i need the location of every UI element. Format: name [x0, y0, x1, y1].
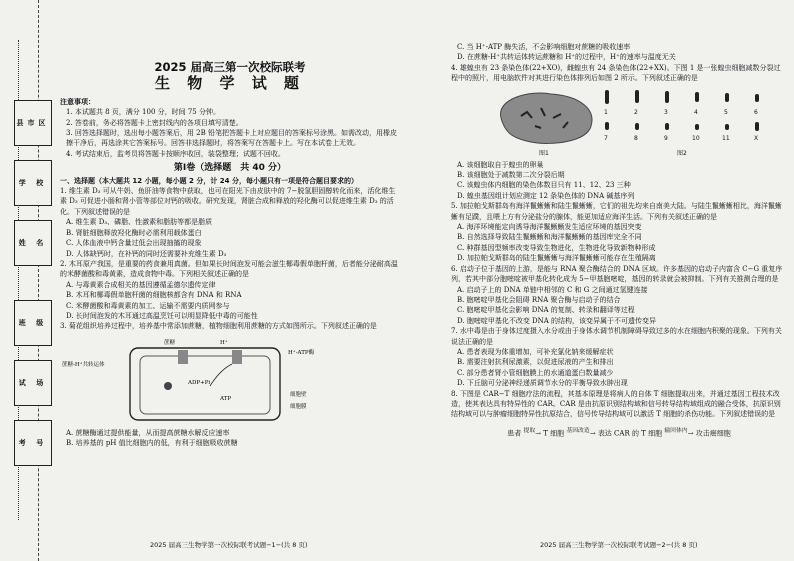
- notes-heading: 注意事项：: [60, 97, 95, 106]
- chromosome-number: 9: [664, 134, 668, 142]
- sucrose-transport-diagram: [60, 334, 400, 426]
- chromosome-mark: [755, 122, 759, 131]
- section-instruction: 一、选择题（本大题共 12 小题，每小题 2 分，计 24 分，每小题只有一项是符合题目要求的）: [60, 176, 358, 185]
- option: B. 自然选择导致陆生鬣蜥蜥和海洋鬣蜥蜥的基因库完全不同: [457, 233, 642, 242]
- car-t-flow: 患者 $^{提取}$→ T 细胞 $^{基因改造}$→ 表达 CAR 的 T 细胞 $^{输回体内}$→ 攻击癌细胞: [507, 427, 731, 438]
- figure-caption: 图1: [539, 149, 549, 157]
- label-adp: ADP+Pi: [188, 379, 211, 386]
- note-item: 2. 答卷前，务必将答题卡上密封线内的各项目填写清楚。: [66, 118, 243, 127]
- chromosome-mark: [755, 94, 759, 102]
- chromosome-mark: [665, 91, 669, 103]
- question-stem: 1. 维生素 D₃ 可从牛奶、鱼肝油等食物中获取，也可在阳光下由皮肤中的 7−脱氢胆固醇转化而来，活化维生素 D₃ 可促进小肠和肾小管等部位对钙的吸收。研究发现，肾脏合成和释放的羟化酶可以促进维生素 D₃ 的活化。下列叙述错误的是: [60, 187, 396, 216]
- flow-step: 表达 CAR 的 T 细胞: [597, 429, 663, 438]
- flow-step: 攻击癌细胞: [695, 429, 731, 438]
- option: D. 下丘脑可分泌神经递质调节水分的平衡导致水肿出现: [457, 379, 628, 388]
- chromosome-mark: [725, 124, 729, 130]
- chromosome-number: 2: [634, 108, 638, 116]
- karyotype: [591, 86, 781, 146]
- field-label: 试 场: [18, 379, 48, 387]
- option: C. 种群基因型频率改变导致生物进化，生物进化导致新物种形成: [457, 243, 656, 252]
- chromosome-number: 7: [604, 134, 608, 142]
- chromosome-number: 3: [664, 108, 668, 116]
- note-item: 4. 考试结束后，监考员将答题卡按顺序收回，装袋整理；试题不回收。: [66, 149, 285, 158]
- question-stem: 8. 下图是 CAR−T 细胞疗法的流程，其基本原理是将病人的自体 T 细胞提取出来，并通过基因工程技术改造，使其表达具有特异性的 CAR。CAR 是由抗原识别结构域和信号转导结构域组成的融合受体，抗原识别结构域可以与肿瘤细胞特异性抗原结合，信号传导结构域可以激活 T 细胞的杀伤功能。下列叙述错误的是: [451, 389, 781, 419]
- page-2-column: [451, 42, 787, 439]
- cotransporter-shape: [178, 350, 188, 364]
- option: B. 培养基的 pH 值比细胞内的低，有利于细胞吸收蔗糖: [66, 439, 238, 448]
- label-hplus: H⁺: [220, 339, 228, 346]
- option: A. 维生素 D₃、磷脂、性激素和脂肪等都是脂质: [66, 218, 213, 227]
- field-label: 班 级: [18, 319, 48, 327]
- option: A. 启动子上的 DNA 单链中相邻的 C 和 G 之间通过氢键连接: [457, 285, 648, 294]
- option: C. 当 H⁺-ATP 酶失活，不会影响细胞对蔗糖的吸收速率: [457, 43, 631, 51]
- question-stem: 3. 菊花组织培养过程中，培养基中常添加蔗糖，植物细胞利用蔗糖的方式如图所示。下列叙述正确的是: [60, 322, 377, 331]
- question-stem: 6. 启动子位于基因的上游，是能与 RNA 聚合酶结合的 DNA 区域。许多基因的启动子内富含 C−G 重复序列，若其中部分胞嘧啶被甲基化转化成为 5−甲基胞嘧啶，基因的转录就会被抑制。下列有关推测合理的是: [451, 264, 783, 284]
- option: B. 木耳和椰毒假单胞杆菌的细胞核都含有 DNA 和 RNA: [66, 291, 242, 300]
- chromosome-number: 11: [722, 134, 730, 142]
- chromosome-number: 10: [692, 134, 700, 142]
- section-title: 第Ⅰ卷（选择题 共 40 分）: [173, 163, 287, 174]
- note-item: 1. 本试题共 8 页，满分 100 分，时间 75 分钟。: [66, 108, 220, 117]
- label-pump: H⁺-ATP酶: [288, 349, 315, 356]
- page-footer: 2025 届高三生物学第一次校际联考试题−1−(共 8 页): [150, 541, 308, 549]
- subject-title: 生 物 学 试 题: [155, 74, 305, 93]
- option: A. 该细胞取自于蝗虫的卵巢: [457, 160, 544, 169]
- option: D. 在蔗糖-H⁺共转运体转运蔗糖和 H⁺的过程中，H⁺的速率与温度无关: [457, 53, 676, 62]
- option: C. 部分患者肾小管细胞膜上的水通道蛋白数量减少: [457, 368, 614, 377]
- cell-diagram-svg: [60, 334, 360, 426]
- flow-arrow-label: 提取: [523, 427, 536, 434]
- page-1-column: [60, 40, 400, 449]
- option: B. 该细胞处于减数第二次分裂后期: [457, 171, 565, 180]
- field-room[interactable]: [14, 360, 52, 406]
- chromosome-mark: [605, 90, 609, 104]
- option: B. 需要注射抗利尿激素，以促进尿液的产生和排出: [457, 358, 614, 367]
- question-stem: 4. 雄蝗虫有 23 条染色体(22+XO)，雌蝗虫有 24 条染色体(22+XX)。下图 1 是一张蝗虫细胞减数分裂过程中的照片，用电脑软件对其进行染色体排列后如图 2 所示。下列叙述正确的是: [451, 63, 781, 83]
- option: B. 肾脏细胞释放羟化酶时必需利用载体蛋白: [66, 228, 202, 237]
- option: D. 胞嘧啶甲基化不改变 DNA 的结构，该变异属于不可遗传变异: [457, 316, 657, 325]
- option: C. 米酵菌酸和毒黄素的加工、运输不需要内质网参与: [66, 301, 230, 310]
- option: A. 海洋环境能定向诱导海洋鬣蜥蜥发生适应环境的基因突变: [457, 223, 642, 232]
- figure-caption: 图2: [677, 149, 687, 157]
- field-county[interactable]: [14, 100, 52, 146]
- label-wall: 细胞壁: [290, 391, 307, 398]
- option: B. 胞嘧啶甲基化会阻碍 RNA 聚合酶与启动子的结合: [457, 295, 621, 304]
- binding-strip: [0, 0, 54, 561]
- chromosome-mark: [725, 93, 729, 102]
- flow-arrow-label: 基因改造: [566, 427, 590, 434]
- chromosome-mark: [635, 123, 639, 130]
- field-school[interactable]: [14, 160, 52, 206]
- option: D. 蝗虫基因组计划应测定 12 条染色体的 DNA 碱基序列: [457, 191, 635, 200]
- chromosome-mark: [605, 122, 609, 130]
- chromosome-number: 5: [724, 108, 728, 116]
- field-id[interactable]: [14, 420, 52, 466]
- sucrose-inside-dot: [164, 382, 172, 390]
- chromosome-number: 4: [694, 108, 698, 116]
- option: C. 人体血液中钙含量过低会出现抽搐的现象: [66, 239, 202, 248]
- question-stem: 2. 木耳原产我国，是重要的药食兼用真菌。但如果长时间泡发可能会滋生椰毒假单胞杆菌，后者能分泌耐高温的米酵菌酸和毒黄素，造成食物中毒。下列相关叙述正确的是: [60, 259, 398, 279]
- flow-step: T 细胞: [543, 429, 565, 438]
- option: D. 加拉帕戈斯群岛的陆生鬣蜥蜥与海洋鬣蜥蜥可能存在生殖隔离: [457, 254, 656, 263]
- chromosome-mark: [695, 124, 699, 130]
- option: A. 与毒黄素合成相关的基因遵循孟德尔遗传定律: [66, 280, 216, 289]
- pump-shape: [232, 350, 242, 364]
- chromosome-mark: [695, 92, 699, 102]
- option: D. 人体缺钙时，在补钙的同时还需要补充维生素 D₃: [66, 249, 227, 258]
- question-stem: 5. 加拉帕戈斯群岛有海洋鬣蜥蜥和陆生鬣蜥蜥，它们的祖先均来自南美大陆。与陆生鬣蜥蜥相比，海洋鬣蜥蜥有足蹼，且喂上方有分泌盐分的腺体，能更加适应海洋生活。下列有关叙述正确的是: [451, 202, 782, 221]
- option: C. 该蝗虫体内细胞的染色体数目只有 11、12、23 三种: [457, 181, 631, 190]
- exam-title: 2025 届高三第一次校际联考: [154, 60, 306, 74]
- option: D. 长时间泡发的木耳通过高温烹饪可以明显降低中毒的可能性: [66, 311, 258, 320]
- chromosome-number: 8: [634, 134, 638, 142]
- chromosome-number: 6: [754, 108, 758, 116]
- option: A. 蔗糖酶通过提供能量，从而提高蔗糖水解反应速率: [66, 428, 230, 437]
- field-label: 考 号: [18, 439, 48, 447]
- note-item: 3. 回答选择题时，选出每小题答案后，用 2B 铅笔把答题卡上对应题目的答案标号涂黑。如需改动，用橡皮擦干净后，再选涂其它答案标号。回答非选择题时，将答案写在答题卡上。写在本试卷上无效。: [66, 129, 397, 148]
- flow-step: 患者: [507, 429, 522, 438]
- chromosome-number: X: [754, 134, 759, 142]
- label-cotransporter: 蔗糖-H⁺共转运体: [62, 361, 105, 368]
- chromosome-mark: [635, 90, 639, 103]
- field-name[interactable]: [14, 220, 52, 266]
- label-atp: ATP: [220, 395, 232, 402]
- option: C. 胞嘧啶甲基化会影响 DNA 的复制、转录和翻译等过程: [457, 306, 635, 315]
- field-label: 姓 名: [18, 239, 48, 247]
- page-footer: 2025 届高三生物学第一次校际联考试题−2−(共 8 页): [540, 541, 698, 549]
- field-label: 学 校: [18, 179, 48, 187]
- field-label: 县市区: [16, 119, 50, 127]
- chromosome-figure: [451, 86, 787, 158]
- question-stem: 7. 水中毒是由于身体过度摄入水分或由于身体水调节机制障碍导致过多的水在细胞内积聚的现象。下列有关说法正确的是: [451, 327, 782, 346]
- label-membrane: 细胞膜: [290, 403, 307, 410]
- chromosome-number: 1: [604, 108, 608, 116]
- label-sucrose: 蔗糖: [164, 339, 176, 346]
- chromosome-mark: [665, 123, 669, 130]
- seal-line: [38, 0, 43, 561]
- cell-photo-shape: [491, 88, 601, 148]
- option: A. 患者表现为体重增加，可补充氯化钠来缓解症状: [457, 347, 614, 356]
- atp-arrow: [210, 364, 232, 386]
- field-class[interactable]: [14, 300, 52, 346]
- flow-arrow-label: 输回体内: [664, 427, 688, 434]
